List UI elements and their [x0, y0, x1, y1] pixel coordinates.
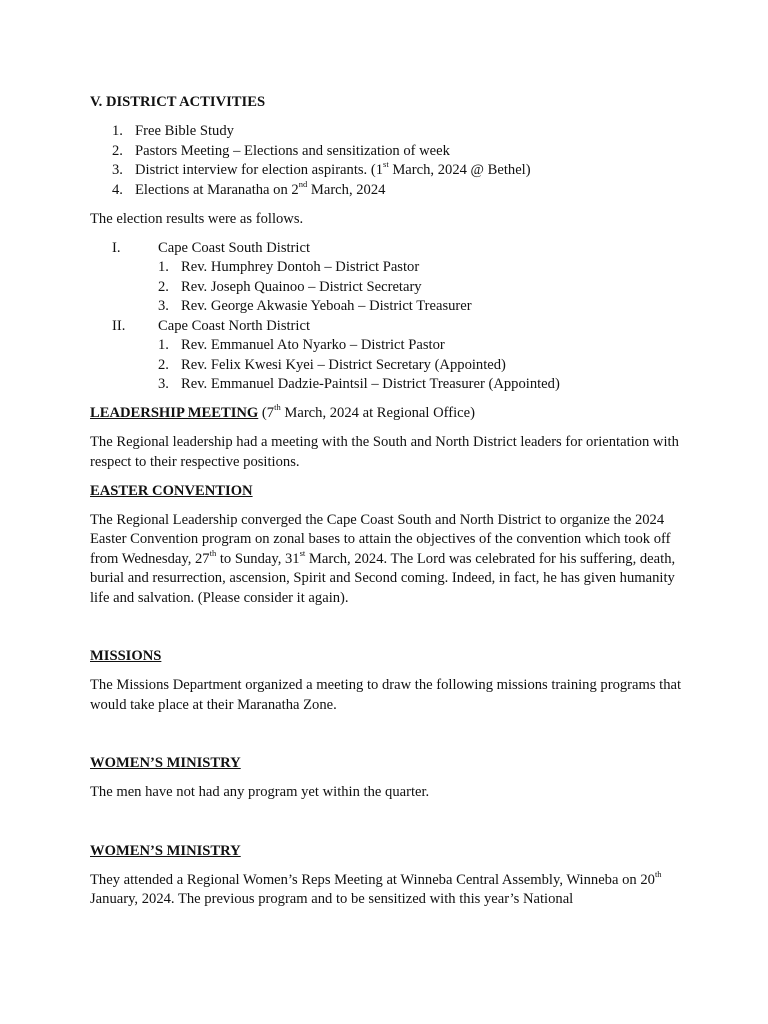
leadership-meeting-title-line: LEADERSHIP MEETING (7th March, 2024 at Regional Office)	[90, 402, 475, 421]
officer-item	[90, 336, 690, 356]
section-heading-womens-ministry: WOMEN’S MINISTRY	[90, 755, 241, 771]
officer-item	[90, 375, 690, 395]
ordinal-suffix: th	[209, 547, 217, 558]
ordinal-suffix: st	[383, 159, 389, 170]
roman-numeral: II.	[112, 317, 126, 334]
list-item	[90, 122, 690, 142]
district-item	[90, 317, 690, 337]
officer-item	[90, 297, 690, 317]
list-item	[90, 178, 690, 201]
list-number: 3.	[158, 376, 169, 392]
list-item	[90, 142, 690, 162]
list-number: 3.	[112, 162, 123, 178]
district-item	[90, 239, 690, 259]
list-text: Pastors Meeting – Elections and sensitization of week	[135, 142, 450, 159]
section-heading-womens-ministry-2: WOMEN’S MINISTRY	[90, 842, 241, 859]
list-number: 2.	[158, 356, 169, 373]
list-text: District interview for election aspirants. (1st March, 2024 @ Bethel)	[135, 159, 531, 178]
ordinal-suffix: nd	[298, 178, 308, 189]
missions-body: The Missions Department organized a meeting to draw the following missions training programs that would take place at their Maranatha Zone.	[90, 677, 682, 713]
officer-item	[90, 258, 690, 278]
list-number: 1.	[112, 123, 123, 139]
easter-convention-body: The Regional Leadership converged the Cape Coast South and North District to organize the 2024 Easter Convention program on zonal bases to attain the objectives of the convention which took off from Wednesday, 27th to Sunday, 31st March, 2024. The Lord was celebrated for his suffering, death, burial and resurrection, ascension, Spirit and Second coming. Indeed, in fact, he has given humanity life and salvation. (Please consider it again).	[90, 511, 676, 606]
district-activities-list	[90, 122, 690, 200]
district-name: Cape Coast North District	[158, 317, 310, 334]
list-number: 1.	[158, 259, 169, 275]
officer-text: Rev. Joseph Quainoo – District Secretary	[181, 278, 422, 295]
section-heading-easter-convention: EASTER CONVENTION	[90, 482, 253, 499]
officer-text: Rev. Felix Kwesi Kyei – District Secretary (Appointed)	[181, 356, 506, 373]
officer-item	[90, 356, 690, 376]
ordinal-suffix: th	[274, 402, 281, 413]
election-results-list	[90, 239, 690, 395]
district-name: Cape Coast South District	[158, 239, 311, 256]
section-heading-leadership-meeting: LEADERSHIP MEETING	[90, 405, 259, 421]
officer-text: Rev. Emmanuel Dadzie-Paintsil – District Treasurer (Appointed)	[181, 376, 560, 392]
list-text: Free Bible Study	[135, 123, 234, 139]
officer-text: Rev. George Akwasie Yeboah – District Treasurer	[181, 298, 472, 314]
election-results-intro: The election results were as follows.	[90, 210, 304, 227]
officer-text: Rev. Humphrey Dontoh – District Pastor	[181, 259, 420, 275]
ordinal-suffix: st	[299, 547, 306, 558]
officer-item	[90, 278, 690, 298]
womens-ministry-body-2: They attended a Regional Women’s Reps Meeting at Winneba Central Assembly, Winneba on 20th January, 2024. The previous program and to be sensitized with this year’s National	[90, 868, 662, 907]
list-item	[90, 161, 690, 181]
womens-ministry-body: The men have not had any program yet within the quarter.	[90, 784, 430, 800]
leadership-meeting-body: The Regional leadership had a meeting with the South and North District leaders for orientation with respect to their respective positions.	[90, 434, 679, 470]
list-number: 3.	[158, 298, 169, 314]
document-body	[90, 93, 690, 910]
officer-text: Rev. Emmanuel Ato Nyarko – District Pastor	[181, 337, 445, 353]
ordinal-suffix: th	[654, 868, 662, 879]
list-number: 1.	[158, 337, 169, 353]
section-heading-missions: MISSIONS	[90, 648, 162, 664]
list-number: 2.	[158, 278, 169, 295]
list-text: Elections at Maranatha on 2nd March, 2024	[135, 178, 386, 198]
roman-numeral: I.	[112, 239, 121, 256]
list-number: 2.	[112, 142, 123, 159]
section-heading-district-activities: V. DISTRICT ACTIVITIES	[90, 94, 266, 110]
list-number: 4.	[112, 181, 123, 198]
